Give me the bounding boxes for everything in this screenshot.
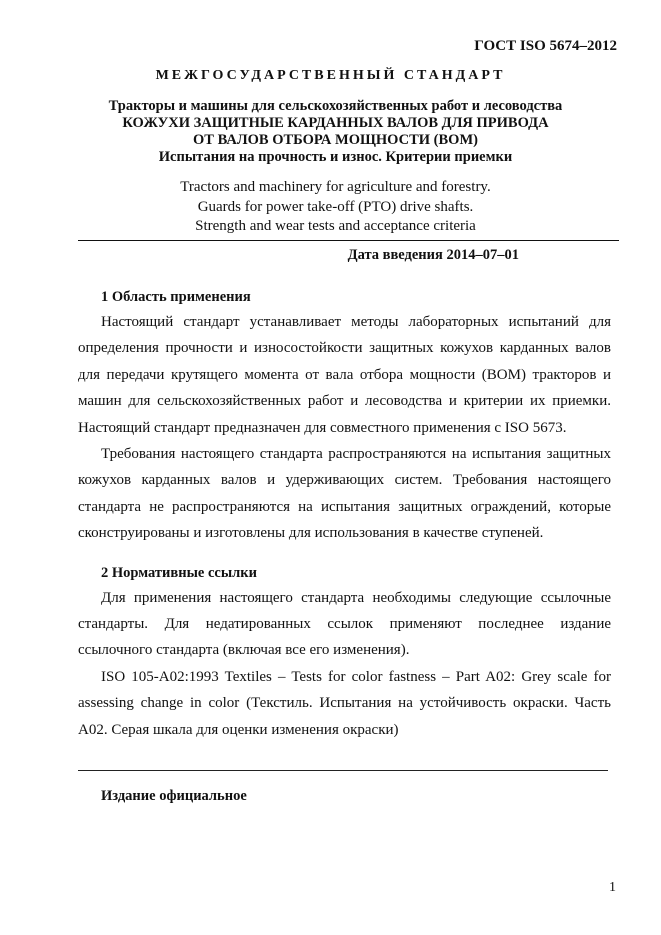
introduction-date: Дата введения 2014–07–01 — [347, 247, 519, 263]
title-line: Tractors and machinery for agriculture and forestry. — [180, 179, 491, 195]
page-number: 1 — [609, 880, 616, 895]
section-heading: 1 Область применения — [101, 289, 251, 305]
paragraph: Для применения настоящего стандарта необходимы следующие ссылочные стандарты. Для недатированных ссылок применяют последнее издание ссылочного стандарта (включая все его изменения). — [78, 589, 611, 659]
document-body — [78, 285, 611, 743]
footnote-divider — [78, 770, 608, 771]
standard-code: ГОСТ ISO 5674–2012 — [474, 38, 617, 54]
official-edition-label: Издание официальное — [101, 788, 247, 804]
title-line: Strength and wear tests and acceptance criteria — [195, 218, 476, 234]
standard-type: МЕЖГОСУДАРСТВЕННЫЙ СТАНДАРТ — [155, 68, 506, 83]
title-divider — [78, 240, 619, 241]
title-line: Guards for power take-off (PTO) drive shafts. — [197, 198, 474, 215]
title-line: Тракторы и машины для сельскохозяйственных работ и лесоводства — [108, 98, 563, 114]
title-line: Испытания на прочность и износ. Критерии приемки — [158, 149, 513, 165]
section-heading: 2 Нормативные ссылки — [101, 564, 257, 581]
english-title-block — [70, 178, 601, 237]
paragraph: Требования настоящего стандарта распространяются на испытания защитных кожухов карданных валов и удерживающих систем. Требования настоящего стандарта не распространяются на испытания защитных ограждений, которые сконструированы и изготовлены для использования в качестве ступеней. — [78, 446, 611, 542]
paragraph: Настоящий стандарт устанавливает методы лабораторных испытаний для определения прочности и износостойкости защитных кожухов карданных валов для передачи крутящего момента от вала отбора мощности (ВОМ) тракторов и машин для сельскохозяйственных работ и лесоводства и критерии их приемки. Настоящий стандарт предназначен для совместного применения с ISO 5673. — [78, 314, 611, 436]
title-line: КОЖУХИ ЗАЩИТНЫЕ КАРДАННЫХ ВАЛОВ ДЛЯ ПРИВОДА — [122, 115, 549, 131]
russian-title-block — [70, 98, 601, 166]
paragraph: ISO 105-A02:1993 Textiles – Tests for color fastness – Part A02: Grey scale for assessing change in color (Текстиль. Испытания на устойчивость окраски. Часть А02. Серая шкала для оценки изменения окраски) — [78, 668, 611, 738]
title-line: ОТ ВАЛОВ ОТБОРА МОЩНОСТИ (ВОМ) — [193, 132, 478, 148]
